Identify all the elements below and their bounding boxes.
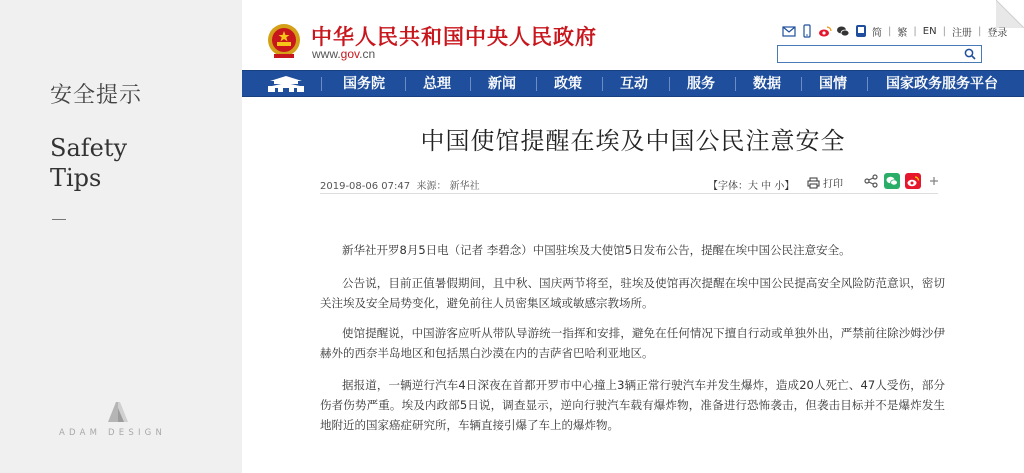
weibo-share-icon[interactable]	[905, 173, 921, 189]
nav-divider	[735, 77, 736, 91]
article-paragraph: 新华社开罗8月5日电（记者 李碧念）中国驻埃及大使馆5日发布公告，提醒在埃中国公民注意安全。	[342, 243, 851, 257]
more-share-icon[interactable]	[926, 173, 942, 189]
nav-item-gov-service-platform[interactable]: 国家政务服务平台	[886, 76, 998, 92]
search-input[interactable]	[778, 51, 958, 67]
article-paragraph: 使馆提醒说，中国游客应听从带队导游统一指挥和安排，避免在任何情况下擅自行动或单独外出，严禁前往除沙姆沙伊赫外的西奈半岛地区和包括黑白沙漠在内的吉萨省巴哈利亚地区。	[320, 326, 945, 360]
app-icon[interactable]	[854, 24, 868, 38]
article-title: 中国使馆提醒在埃及中国公民注意安全	[420, 127, 846, 155]
link-english[interactable]: EN	[922, 25, 937, 37]
url-suffix: .cn	[359, 47, 376, 61]
search-button[interactable]	[959, 46, 981, 62]
nav-divider	[405, 77, 406, 91]
source-name: 新华社	[449, 181, 480, 192]
site-url	[312, 47, 375, 61]
link-traditional[interactable]: 繁	[897, 27, 908, 39]
nav-item-premier[interactable]: 总理	[423, 76, 451, 92]
site-title[interactable]: 中华人民共和国中央人民政府	[311, 25, 597, 49]
source-label: 来源：	[416, 181, 447, 192]
nav-divider	[470, 77, 471, 91]
national-emblem-icon	[266, 22, 302, 60]
side-title-en-line2: Tips	[50, 164, 102, 192]
top-links	[782, 23, 1007, 39]
search-icon	[964, 48, 976, 60]
print-button[interactable]	[807, 175, 843, 190]
article-paragraph: 公告说，目前正值暑假期间，且中秋、国庆两节将至，驻埃及使馆再次提醒在埃中国公民提高安全风险防范意识，密切关注埃及安全局势变化，避免前往人员密集区域或敏感宗教场所。	[320, 276, 945, 310]
share-icon[interactable]	[863, 173, 879, 189]
link-login[interactable]: 登录	[987, 27, 1008, 39]
wechat-share-icon[interactable]	[884, 173, 900, 189]
font-size-selector[interactable]: 【字体：大 中 小】	[708, 181, 795, 192]
nav-item-state-council[interactable]: 国务院	[343, 76, 385, 92]
nav-item-service[interactable]: 服务	[687, 76, 715, 92]
printer-icon	[807, 177, 820, 189]
url-domain: gov	[340, 47, 360, 61]
nav-item-policy[interactable]: 政策	[554, 76, 582, 92]
publish-date: 2019-08-06 07:47	[320, 181, 411, 192]
side-panel	[0, 0, 242, 473]
separator: |	[942, 25, 946, 37]
print-label: 打印	[823, 179, 843, 190]
nav-divider	[867, 77, 868, 91]
weibo-icon[interactable]	[818, 24, 832, 38]
url-prefix: www.	[312, 47, 341, 61]
link-simplified[interactable]: 简	[872, 27, 882, 39]
side-divider	[52, 219, 66, 220]
article-paragraph: 据报道，一辆逆行汽车4日深夜在首都开罗市中心撞上3辆正常行驶汽车并发生爆炸，造成20人死亡、47人受伤，部分伤者伤势严重。埃及内政部5日说，调查显示，逆向行驶汽车载有爆炸物，准备进行恐怖袭击，但袭击目标并不是爆炸发生地附近的国家癌症研究所，车辆直接引爆了车上的爆炸物。	[320, 378, 945, 432]
link-register[interactable]: 注册	[951, 27, 972, 39]
nav-divider	[536, 77, 537, 91]
main-nav	[242, 70, 1024, 97]
adam-design-logo-icon	[104, 400, 132, 424]
wechat-icon[interactable]	[836, 24, 850, 38]
separator: |	[977, 25, 982, 37]
nav-item-interaction[interactable]: 互动	[620, 76, 648, 92]
adam-design-text: ADAM DESIGN	[59, 428, 167, 438]
nav-item-data[interactable]: 数据	[753, 76, 781, 92]
article-meta	[320, 177, 480, 192]
home-tiananmen-icon[interactable]	[264, 74, 308, 94]
nav-divider	[669, 77, 670, 91]
separator: |	[913, 25, 917, 37]
share-bar	[863, 173, 942, 189]
side-title-en-line1: Safety	[50, 134, 128, 162]
nav-divider	[602, 77, 603, 91]
separator: |	[888, 25, 892, 37]
mail-icon[interactable]	[782, 24, 796, 38]
article-meta-bar	[320, 172, 938, 194]
nav-divider	[801, 77, 802, 91]
search-box	[777, 45, 982, 63]
nav-divider	[321, 77, 322, 91]
mobile-icon[interactable]	[800, 24, 814, 38]
nav-item-national-info[interactable]: 国情	[819, 76, 847, 92]
side-title-cn: 安全提示	[50, 83, 143, 108]
nav-item-news[interactable]: 新闻	[488, 76, 516, 92]
